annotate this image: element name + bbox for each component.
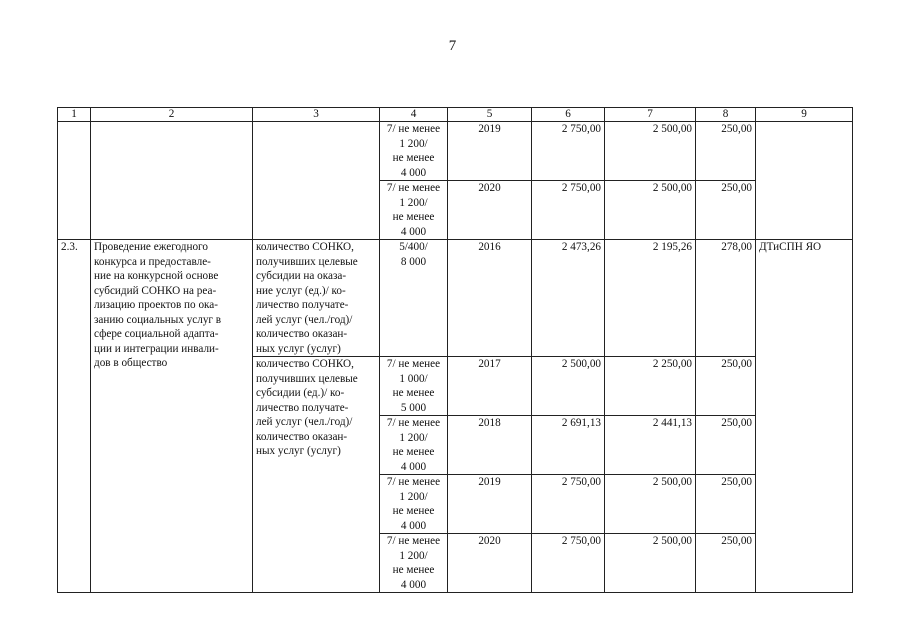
header-row — [58, 108, 853, 122]
indicator-value: 7/ не менее 1 200/ не менее 4 000 — [380, 416, 448, 475]
other-cell: 250,00 — [696, 357, 756, 416]
empty-cell — [58, 122, 91, 240]
item-description: Проведение ежегодного конкурса и предоставле- ние на конкурсной основе субсидий СОНКО на реа- лизацию проектов по ока- занию социальных услуг в сфере социальной адапта- ции и интеграции инвали- дов в общество — [91, 240, 253, 593]
header-cell: 4 — [380, 108, 448, 122]
total-cell: 2 750,00 — [532, 181, 605, 240]
budget-cell: 2 500,00 — [605, 122, 696, 181]
header-cell: 7 — [605, 108, 696, 122]
other-cell: 250,00 — [696, 122, 756, 181]
year-cell: 2020 — [448, 534, 532, 593]
other-cell: 250,00 — [696, 181, 756, 240]
header-cell: 3 — [253, 108, 380, 122]
empty-cell — [91, 122, 253, 240]
empty-cell — [756, 122, 853, 240]
header-cell: 2 — [91, 108, 253, 122]
indicator-value: 7/ не менее 1 200/ не менее 4 000 — [380, 122, 448, 181]
indicator-name: количество СОНКО, получивших целевые субсидии на оказа- ние услуг (ед.)/ ко- личество получате- лей услуг (чел./год)/ количество оказан- ных услуг (услуг) — [253, 240, 380, 357]
indicator-value: 7/ не менее 1 200/ не менее 4 000 — [380, 475, 448, 534]
year-cell: 2017 — [448, 357, 532, 416]
other-cell: 278,00 — [696, 240, 756, 357]
budget-cell: 2 500,00 — [605, 534, 696, 593]
budget-cell: 2 441,13 — [605, 416, 696, 475]
indicator-value: 5/400/ 8 000 — [380, 240, 448, 357]
year-cell: 2020 — [448, 181, 532, 240]
total-cell: 2 750,00 — [532, 534, 605, 593]
item-number: 2.3. — [58, 240, 91, 593]
empty-cell — [253, 122, 380, 240]
total-cell: 2 500,00 — [532, 357, 605, 416]
table-row — [58, 122, 853, 181]
indicator-value: 7/ не менее 1 000/ не менее 5 000 — [380, 357, 448, 416]
executor-cell: ДТиСПН ЯО — [756, 240, 853, 593]
total-cell: 2 473,26 — [532, 240, 605, 357]
indicator-name: количество СОНКО, получивших целевые субсидии (ед.)/ ко- личество получате- лей услуг (чел./год)/ количество оказан- ных услуг (услуг) — [253, 357, 380, 593]
total-cell: 2 750,00 — [532, 475, 605, 534]
total-cell: 2 691,13 — [532, 416, 605, 475]
other-cell: 250,00 — [696, 416, 756, 475]
budget-cell: 2 250,00 — [605, 357, 696, 416]
other-cell: 250,00 — [696, 475, 756, 534]
program-table — [57, 107, 853, 593]
year-cell: 2019 — [448, 122, 532, 181]
table-row — [58, 240, 853, 357]
budget-cell: 2 500,00 — [605, 181, 696, 240]
header-cell: 8 — [696, 108, 756, 122]
year-cell: 2018 — [448, 416, 532, 475]
header-cell: 5 — [448, 108, 532, 122]
page-number: 7 — [448, 38, 457, 54]
header-cell: 6 — [532, 108, 605, 122]
year-cell: 2019 — [448, 475, 532, 534]
indicator-value: 7/ не менее 1 200/ не менее 4 000 — [380, 181, 448, 240]
header-cell: 1 — [58, 108, 91, 122]
year-cell: 2016 — [448, 240, 532, 357]
total-cell: 2 750,00 — [532, 122, 605, 181]
indicator-value: 7/ не менее 1 200/ не менее 4 000 — [380, 534, 448, 593]
budget-cell: 2 500,00 — [605, 475, 696, 534]
header-cell: 9 — [756, 108, 853, 122]
budget-cell: 2 195,26 — [605, 240, 696, 357]
other-cell: 250,00 — [696, 534, 756, 593]
